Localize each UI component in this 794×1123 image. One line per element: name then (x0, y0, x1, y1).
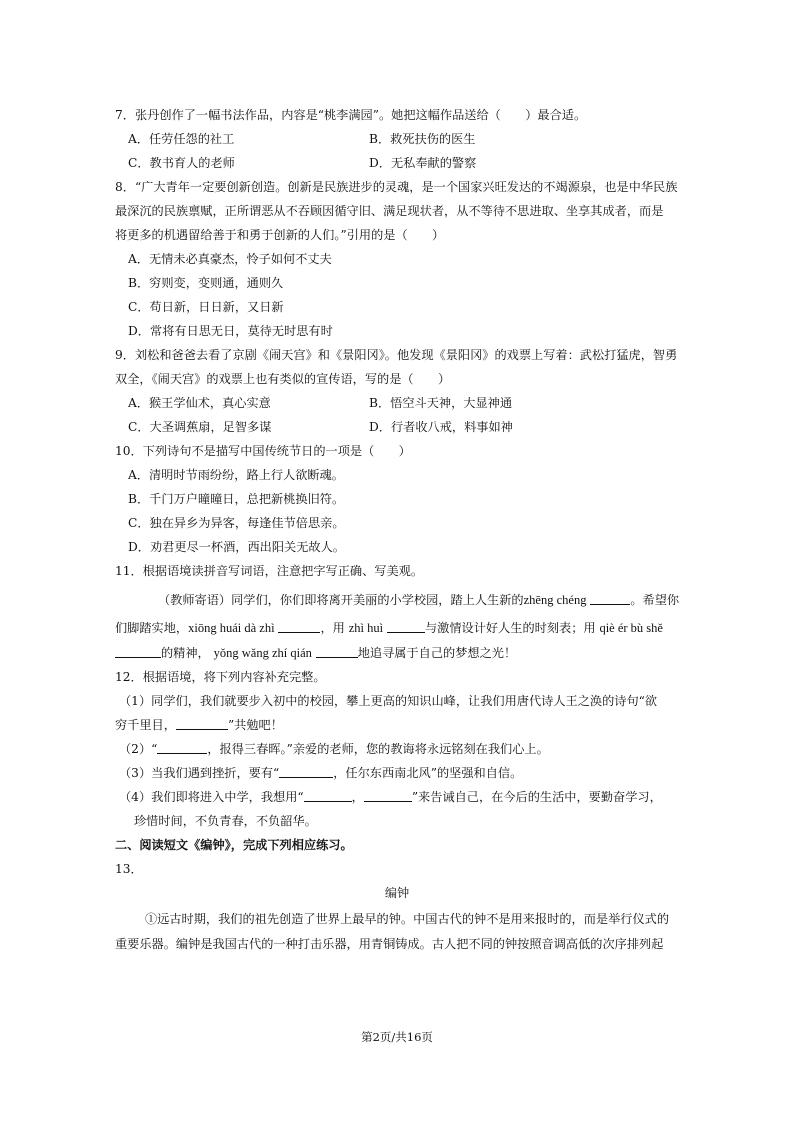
q12-item1-line2 (115, 717, 283, 733)
q12-item3 (119, 765, 522, 781)
q8-stem-line3: 将更多的机遇留给善于和勇于创新的人们。”引用的是（ ） (115, 228, 445, 242)
q12-item1-line1: （1）同学们，我们就要步入初中的校园，攀上更高的知识山峰，让我们用唐代诗人王之涣的诗句“欲 (119, 694, 658, 708)
page-footer: 第2页/共16页 (361, 1030, 433, 1044)
q9-option-a: A．猴王学仙术，真心实意 (128, 396, 271, 410)
q11-paragraph-line3 (115, 645, 516, 661)
q12-answer-blank-1[interactable] (176, 717, 228, 730)
q7-stem: 7．张丹创作了一幅书法作品，内容是“桃李满园”。她把这幅作品送给（ ）最合适。 (115, 108, 587, 122)
q11-text: （教师寄语）同学们，你们即将离开美丽的小学校园，踏上人生新的 (158, 593, 524, 607)
q9-option-d: D．行者收八戒，料事如神 (369, 420, 513, 434)
q8-option-a: A．无情未必真豪杰，怜子如何不丈夫 (128, 252, 332, 266)
q12-text: ，任尔东西南北风”的坚强和自信。 (333, 766, 523, 780)
q12-item4-line2: 珍惜时间，不负青春，不负韶华。 (134, 814, 317, 828)
section-heading: 二、阅读短文《编钟》，完成下列相应练习。 (115, 838, 353, 852)
q11-answer-blank-1[interactable] (590, 592, 630, 605)
q12-answer-blank-5[interactable] (364, 789, 412, 802)
q12-text: （2）“ (119, 742, 158, 756)
q11-pinyin-xionghuaidazhi: xiōng huái dà zhì (188, 621, 275, 635)
q10-option-d: D．劝君更尽一杯酒，西出阳关无故人。 (128, 540, 345, 554)
q7-option-b: B．救死扶伤的医生 (369, 132, 476, 146)
passage-line1: ①远古时期，我们的祖先创造了世界上最早的钟。中国古代的钟不是用来报时的，而是举行仪式的 (145, 912, 670, 926)
q12-text: （3）当我们遇到挫折，要有“ (119, 766, 280, 780)
q11-answer-blank-4[interactable] (115, 645, 161, 658)
q11-stem: 11．根据语境读拼音写词语，注意把字写正确、写美观。 (115, 564, 424, 578)
q11-text: ，用 (320, 621, 345, 635)
q11-pinyin-zhihui: zhì huì (348, 621, 384, 635)
q12-text: ”来告诫自己，在今后的生活中，要勤奋学习， (411, 790, 662, 804)
q8-option-c: C．苟日新，日日新，又日新 (128, 300, 284, 314)
q7-option-d: D．无私奉献的警察 (369, 156, 477, 170)
q11-text: 们脚踏实地， (115, 621, 189, 635)
q12-text: ， (351, 790, 364, 804)
q12-item4-line1 (119, 789, 662, 805)
q11-answer-blank-3[interactable] (387, 620, 425, 633)
q11-pinyin-qieerbushe: qiè ér bù shě (599, 621, 663, 635)
q12-item2 (119, 741, 549, 757)
q9-option-c: C．大圣调蕉扇，足智多谋 (128, 420, 272, 434)
q9-stem-line1: 9．刘松和爸爸去看了京剧《闹天宫》和《景阳冈》。他发现《景阳冈》的戏票上写着：武松打猛虎，智勇 (115, 348, 678, 362)
q12-answer-blank-2[interactable] (157, 741, 207, 754)
q12-answer-blank-4[interactable] (304, 789, 352, 802)
q7-option-a: A．任劳任怨的社工 (128, 132, 235, 146)
q12-text: （4）我们即将进入中学，我想用“ (119, 790, 304, 804)
q10-option-c: C．独在异乡为异客，每逢佳节倍思亲。 (128, 516, 345, 530)
q10-option-a: A．清明时节雨纷纷，路上行人欲断魂。 (128, 468, 344, 482)
q11-paragraph-line1 (158, 592, 679, 608)
q9-option-b: B．悟空斗天神，大显神通 (369, 396, 513, 410)
q12-text: ，报得三春晖。”亲爱的老师，您的教诲将永远铭刻在我们心上。 (207, 742, 549, 756)
q10-option-b: B．千门万户曈曈日，总把新桃换旧符。 (128, 492, 345, 506)
q8-stem-line2: 最深沉的民族禀赋，正所谓恶从不吞顾因循守旧、满足现状者，从不等待不思进取、坐享其成者，而是 (115, 204, 664, 218)
q11-pinyin-zhengcheng: zhēng chéng (523, 593, 587, 607)
q12-answer-blank-3[interactable] (279, 765, 333, 778)
q8-stem-line1: 8．“广大青年一定要创新创造。创新是民族进步的灵魂，是一个国家兴旺发达的不竭源泉，也是中华民族 (115, 180, 678, 194)
q11-text: 与激情设计好人生的时刻表；用 (424, 621, 596, 635)
q11-answer-blank-5[interactable] (316, 645, 358, 658)
q10-stem: 10．下列诗句不是描写中国传统节日的一项是（ ） (115, 444, 411, 458)
q12-stem: 12．根据语境，将下列内容补充完整。 (115, 670, 326, 684)
q11-paragraph-line2 (115, 620, 663, 636)
q7-option-c: C．教书育人的老师 (128, 156, 235, 170)
passage-line2: 重要乐器。编钟是我国古代的一种打击乐器，用青铜铸成。古人把不同的钟按照音调高低的次序排列起 (115, 937, 664, 951)
q11-text: 的精神， (161, 646, 210, 660)
q8-option-d: D．常将有日思无日，莫待无时思有时 (128, 324, 333, 338)
q11-text: 。希望你 (630, 593, 680, 607)
q12-text: ”共勉吧！ (227, 718, 283, 732)
passage-title: 编钟 (384, 886, 410, 900)
q12-text: 穷千里目， (115, 718, 176, 732)
q8-option-b: B．穷则变，变则通，通则久 (128, 276, 284, 290)
q11-pinyin-yongwangzhiqian: yǒng wǎng zhí qián (213, 646, 312, 660)
q13-number: 13． (115, 862, 143, 876)
q11-text: 地追寻属于自己的梦想之光！ (357, 646, 517, 660)
q9-stem-line2: 双全，《闹天宫》的戏票上也有类似的宣传语，写的是（ ） (115, 372, 451, 386)
q11-answer-blank-2[interactable] (278, 620, 320, 633)
